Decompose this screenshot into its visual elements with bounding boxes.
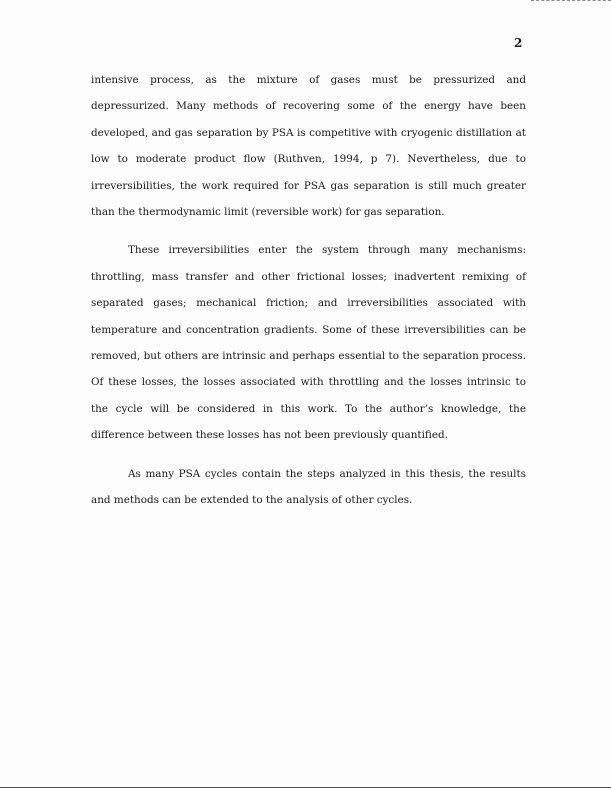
scan-edge-top bbox=[531, 0, 611, 2]
scan-edge-bottom bbox=[0, 787, 611, 788]
page-number: 2 bbox=[514, 36, 523, 50]
body-text bbox=[91, 67, 526, 514]
paragraph-psa-cycles: As many PSA cycles contain the steps analyzed in this thesis, the results and methods can be extended to the analysis of other cycles. bbox=[91, 467, 526, 507]
paragraph-irreversibilities: These irreversibilities enter the system through many mechanisms: throttling, mass transfer and other frictional losses; inadvertent remixing of separated gases; mechanical friction; and irreversibilities associated with temperature and concentration gradients. Some of these irreversibilities can be removed, but others are intrinsic and perhaps essential to the separation process. Of these losses, the losses associated with throttling and the losses intrinsic to the cycle will be considered in this work. To the author’s knowledge, the difference between these losses has not been previously quantified. bbox=[91, 244, 526, 442]
paragraph-continuation: intensive process, as the mixture of gases must be pressurized and depressurized. Many methods of recovering some of the energy have been developed, and gas separation by PSA is competitive with cryogenic distillation at low to moderate product flow (Ruthven, 1994, p 7). Nevertheless, due to irreversibilities, the work required for PSA gas separation is still much greater than the thermodynamic limit (reversible work) for gas separation. bbox=[91, 74, 526, 219]
